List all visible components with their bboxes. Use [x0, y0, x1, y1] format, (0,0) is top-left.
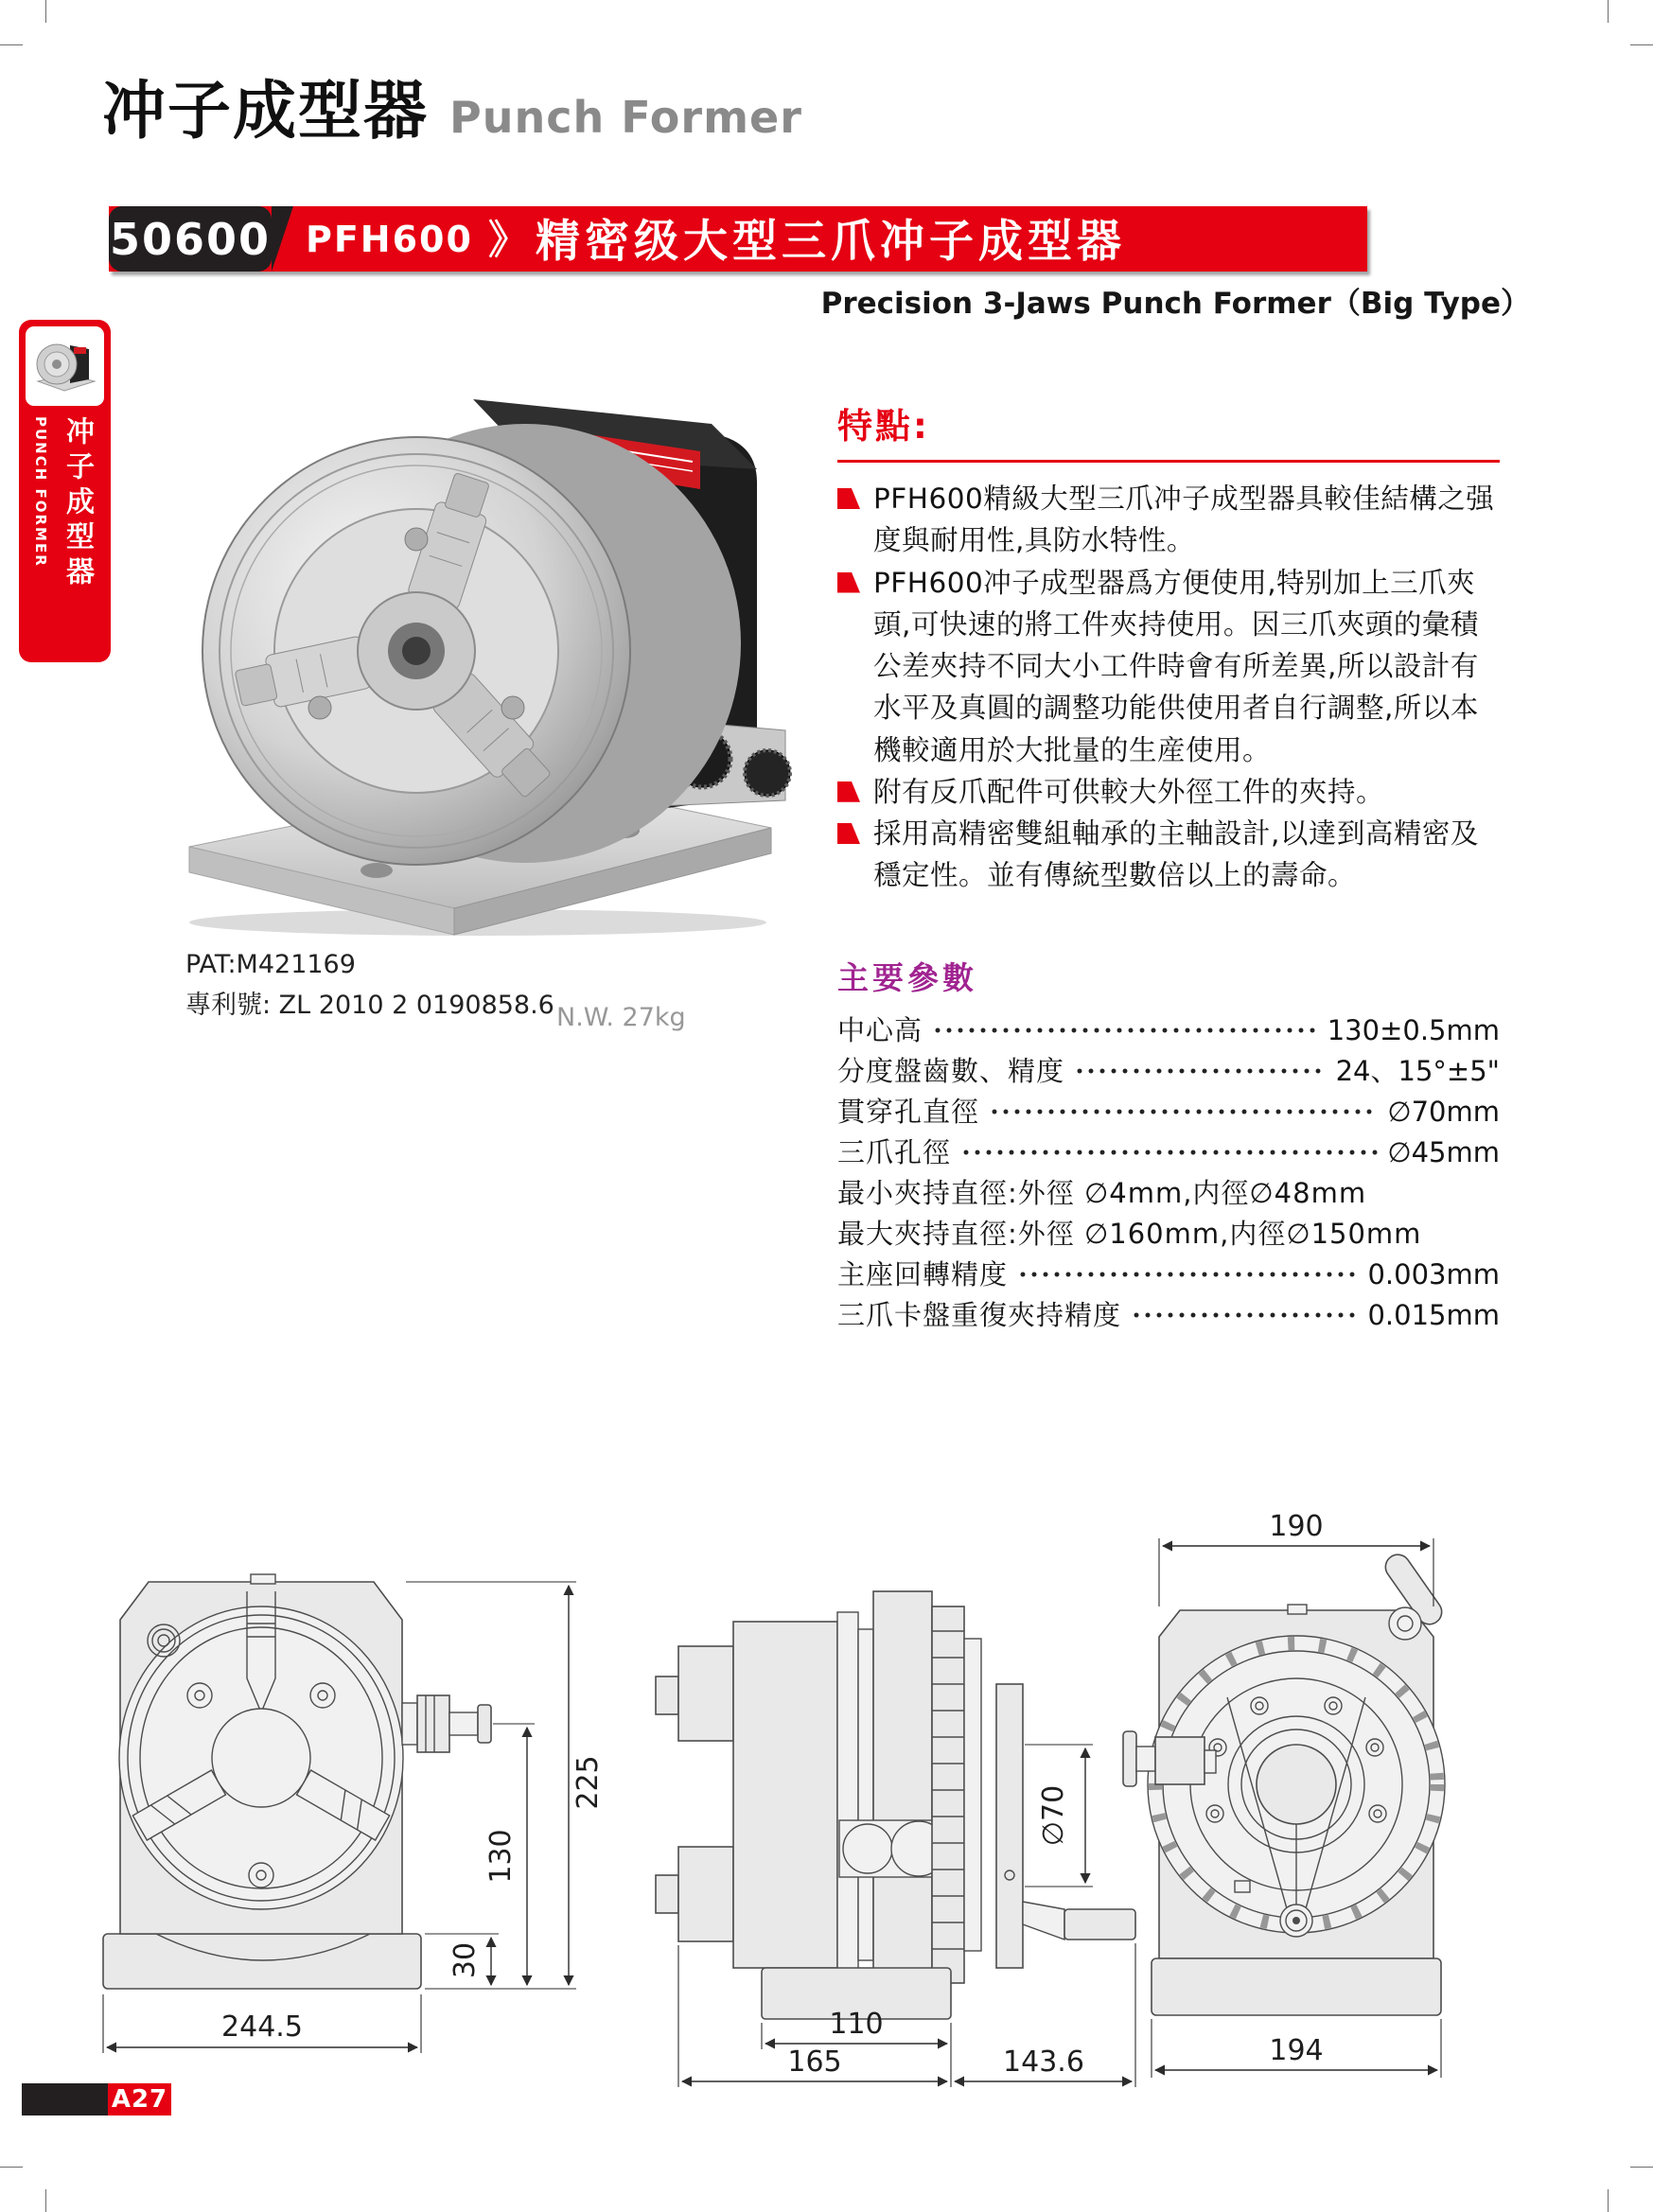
parameter-row — [837, 1050, 1500, 1091]
dot-leader — [1131, 1310, 1358, 1320]
patent-line1: PAT:M421169 — [185, 950, 356, 979]
crop-mark — [45, 0, 46, 23]
dim-side-bore: ∅70 — [1037, 1784, 1070, 1847]
crop-mark — [0, 44, 23, 45]
dim-side-body-width: 165 — [787, 2045, 842, 2079]
page-number-badge — [22, 2083, 171, 2115]
net-weight: N.W. 27kg — [556, 1003, 686, 1032]
feature-item — [837, 813, 1500, 897]
parameter-label: 最大夾持直徑:外徑 ∅160mm,内徑∅150mm — [837, 1218, 1422, 1250]
features-list — [837, 478, 1500, 897]
item-number: 50600 — [109, 213, 272, 265]
parameter-label: 最小夾持直徑:外徑 ∅4mm,内徑∅48mm — [837, 1177, 1367, 1209]
sidebar-labels — [19, 416, 111, 651]
crop-mark — [45, 2189, 46, 2212]
page-header — [102, 61, 802, 151]
parameter-label: 分度盤齒數、精度 — [837, 1055, 1065, 1087]
features-heading: 特點: — [837, 406, 930, 447]
product-banner — [109, 206, 1367, 272]
dot-leader — [932, 1026, 1318, 1035]
feature-item — [837, 478, 1500, 562]
parameter-row — [837, 1213, 1500, 1254]
parameter-label: 主座回轉精度 — [837, 1258, 1009, 1290]
banner-title: 精密级大型三爪冲子成型器 — [535, 216, 1126, 268]
dot-leader — [1074, 1066, 1327, 1076]
feature-item — [837, 562, 1500, 771]
crop-mark — [1608, 0, 1609, 23]
page-number: A27 — [108, 2083, 171, 2115]
triangle-bullet-icon — [837, 488, 860, 509]
crop-mark — [0, 2167, 23, 2168]
dim-front-height: 225 — [572, 1755, 605, 1810]
feature-item — [837, 771, 1500, 813]
crop-mark — [1630, 44, 1653, 45]
dot-leader — [960, 1148, 1378, 1157]
dim-rear-top-width: 190 — [1269, 1512, 1324, 1543]
parameter-row — [837, 1132, 1500, 1172]
drawing-rear-view — [1121, 1512, 1651, 2103]
dim-front-width: 244.5 — [221, 2010, 303, 2044]
feature-text: 採用高精密雙組軸承的主軸設計,以達到高精密及穩定性。並有傳統型數倍以上的壽命。 — [873, 817, 1479, 892]
parameter-value: 0.003mm — [1367, 1258, 1500, 1290]
sidebar-label-en: PUNCH FORMER — [32, 416, 49, 568]
triangle-bullet-icon — [837, 823, 860, 844]
parameters-heading: 主要參數 — [837, 959, 977, 996]
product-photo — [132, 312, 795, 937]
page-title: 冲子成型器 — [102, 74, 429, 148]
parameter-value: ∅45mm — [1387, 1136, 1500, 1168]
parameter-label: 中心高 — [837, 1014, 923, 1046]
dim-rear-base-width: 194 — [1269, 2034, 1324, 2067]
parameter-value: 0.015mm — [1367, 1299, 1500, 1331]
parameter-row — [837, 1091, 1500, 1132]
dot-leader — [989, 1107, 1378, 1116]
parameter-row — [837, 1009, 1500, 1050]
parameter-value: 130±0.5mm — [1327, 1014, 1500, 1046]
crop-mark — [1630, 2167, 1653, 2168]
sidebar-label-cn: 冲子成型器 — [61, 416, 94, 591]
dim-side-handle-length: 143.6 — [1003, 2045, 1084, 2079]
parameter-row — [837, 1172, 1500, 1213]
triangle-bullet-icon — [837, 781, 860, 802]
page-title-en: Punch Former — [449, 92, 802, 143]
model-code: PFH600 — [306, 218, 473, 260]
parameter-label: 三爪孔徑 — [837, 1136, 952, 1168]
features-heading-rule — [837, 397, 1500, 463]
chevron-icon: 》 — [487, 216, 528, 263]
item-number-box — [109, 206, 272, 272]
drawing-front-view — [90, 1563, 658, 2102]
dim-front-base-height: 30 — [448, 1941, 482, 1979]
drawing-side-view — [620, 1563, 1150, 2102]
parameter-row — [837, 1254, 1500, 1294]
patent-info — [185, 944, 554, 1026]
parameter-value: 24、15°±5" — [1335, 1055, 1500, 1087]
crop-mark — [1608, 2189, 1609, 2212]
banner-subtitle: Precision 3-Jaws Punch Former（Big Type） — [820, 287, 1530, 321]
sidebar-thumbnail — [26, 326, 104, 406]
parameter-row — [837, 1294, 1500, 1335]
sidebar-tab — [19, 320, 111, 662]
feature-text: PFH600精級大型三爪冲子成型器具較佳結構之强度與耐用性,具防水特性。 — [873, 483, 1495, 557]
patent-line2: 專利號: ZL 2010 2 0190858.6 — [185, 991, 554, 1021]
parameter-value: ∅70mm — [1387, 1096, 1500, 1128]
sidebar-thumbnail-image — [30, 332, 99, 400]
dim-front-center-height: 130 — [484, 1829, 518, 1884]
triangle-bullet-icon — [837, 572, 860, 593]
badge-black-bar — [22, 2083, 108, 2115]
features-section — [837, 397, 1500, 897]
parameters-section — [837, 954, 1500, 1335]
parameter-label: 三爪卡盤重復夾持精度 — [837, 1299, 1122, 1331]
feature-text: PFH600冲子成型器爲方便使用,特别加上三爪夾頭,可快速的將工件夾持使用。因三爪夾頭的彙積公差夾持不同大小工件時會有所差異,所以設計有水平及真圓的調整功能供使用者自行調整,所以本機較適用於大批量的生産使用。 — [873, 566, 1479, 766]
dim-side-base-width: 110 — [829, 2008, 884, 2041]
parameter-label: 貫穿孔直徑 — [837, 1096, 980, 1128]
dot-leader — [1017, 1270, 1358, 1279]
feature-text: 附有反爪配件可供較大外徑工件的夾持。 — [873, 775, 1385, 808]
